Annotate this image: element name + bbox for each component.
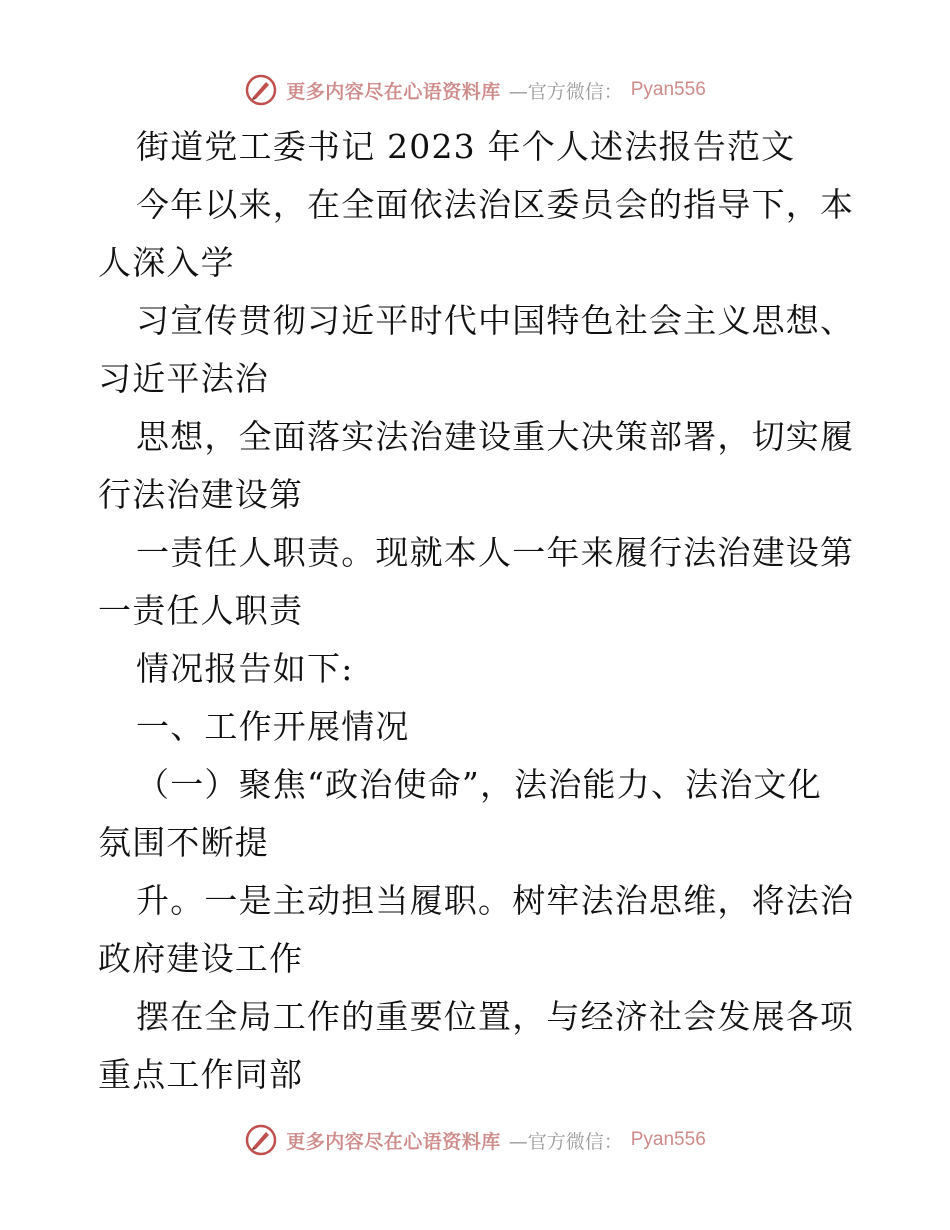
paragraph-line: 政府建设工作 (98, 939, 304, 978)
paragraph-line: 一责任人职责 (98, 591, 304, 630)
watermark-sub-text: —官方微信： (508, 1130, 623, 1153)
watermark-sub-text: —官方微信： (508, 80, 623, 103)
paragraph-line: （一）聚焦“政治使命”，法治能力、法治文化 (136, 765, 822, 804)
paragraph-line: 摆在全局工作的重要位置，与经济社会发展各项 (136, 997, 855, 1036)
paragraph-line: 氛围不断提 (98, 823, 269, 862)
paragraph-line: 习近平法治 (98, 359, 269, 398)
paragraph-line: 重点工作同部 (98, 1055, 304, 1094)
paragraph-line: 情况报告如下: (136, 649, 354, 688)
pen-circle-logo-icon (244, 73, 278, 107)
footer-watermark (0, 1120, 950, 1160)
pen-circle-logo-icon (244, 1123, 278, 1157)
paragraph-line: 习宣传贯彻习近平时代中国特色社会主义思想、 (136, 301, 855, 340)
paragraph-line: 今年以来，在全面依法治区委员会的指导下，本 (136, 185, 855, 224)
document-body (98, 118, 858, 1104)
watermark-main-text: 更多内容尽在心语资料库 (286, 80, 501, 103)
paragraph-line: 思想，全面落实法治建设重大决策部署，切实履 (136, 417, 855, 456)
watermark-id-text: Pyan556 (630, 1129, 706, 1150)
paragraph-line: 行法治建设第 (98, 475, 304, 514)
paragraph-line: 人深入学 (98, 243, 235, 282)
watermark-id-text: Pyan556 (630, 79, 706, 100)
document-title: 街道党工委书记 2023 年个人述法报告范文 (136, 127, 796, 166)
paragraph-line: 升。一是主动担当履职。树牢法治思维，将法治 (136, 881, 855, 920)
header-watermark (0, 70, 950, 110)
paragraph-line: 一、工作开展情况 (136, 707, 410, 746)
paragraph-line: 一责任人职责。现就本人一年来履行法治建设第 (136, 533, 855, 572)
watermark-main-text: 更多内容尽在心语资料库 (286, 1130, 501, 1153)
